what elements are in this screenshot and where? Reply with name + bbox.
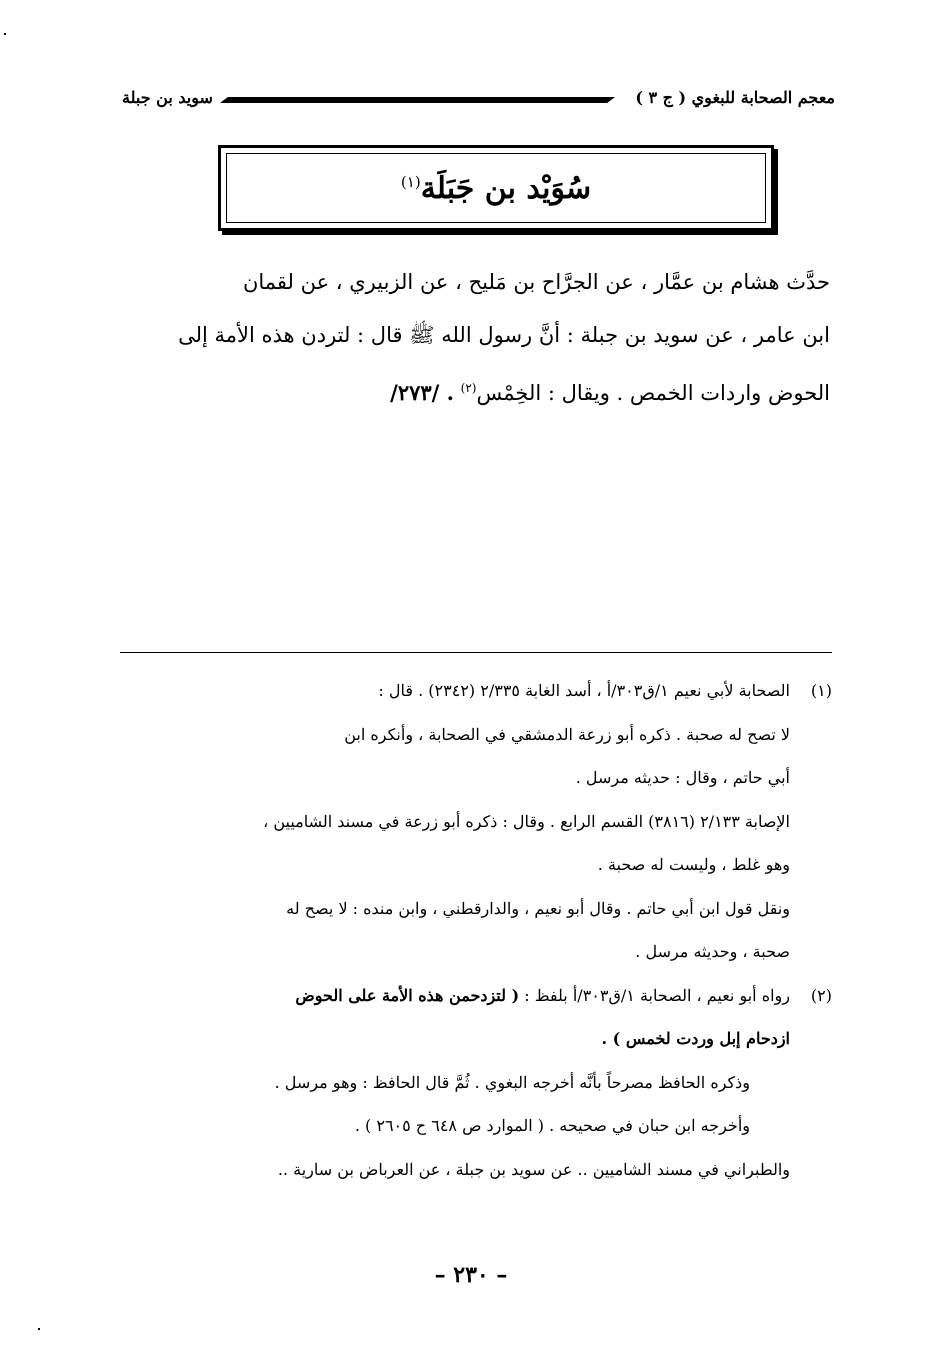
main-text-note-ref: (٢) — [460, 381, 477, 395]
footnote-quote-line: ازدحام إبل وردت لخمس ) . — [601, 1029, 790, 1048]
footnote-line: وهو غلط ، وليست له صحبة . — [597, 855, 790, 874]
footnote-intro: رواه أبو نعيم ، الصحابة ١/ق٣٠٣/أ بلفظ : — [524, 985, 790, 1005]
scan-speck — [4, 33, 6, 35]
main-text-line3: الحوض واردات الخمص . ويقال : الخِمْس — [476, 381, 830, 405]
running-header — [110, 88, 835, 120]
main-text-line: ابن عامر ، عن سويد بن جبلة : أنَّ رسول الله ﷺ قال : لتردن هذه الأمة إلى — [178, 323, 830, 347]
footnote-separator — [120, 652, 832, 653]
page-number: – ٢٣٠ – — [434, 1262, 508, 1288]
footnote-line: الصحابة لأبي نعيم ١/ق٣٠٣/أ ، أسد الغابة ٢/٣٣٥ (٢٣٤٢) . قال : — [378, 681, 790, 700]
footnote-1 — [110, 669, 832, 974]
footnote-line: والطبراني في مسند الشاميين .. عن سويد بن جبلة ، عن العرباض بن سارية .. — [277, 1159, 790, 1179]
main-text-line: حدَّث هشام بن عمَّار ، عن الجرَّاح بن مَليح ، عن الزبيري ، عن لقمان — [242, 270, 830, 294]
entry-title-box — [218, 145, 774, 231]
footnote-quote: ( لتزدحمن هذه الأمة على الحوض — [295, 985, 520, 1005]
header-book-title: معجم الصحابة للبغوي ( ج ٣ ) — [635, 88, 835, 107]
footnote-line — [110, 974, 790, 1018]
footnote-line: وذكره الحافظ مصرحاً بأنَّه أخرجه البغوي . ثُمَّ قال الحافظ : وهو مرسل . — [274, 1072, 750, 1092]
entry-title-name: سُوَيْد بن جَبَلَة — [420, 170, 592, 206]
footnote-number: (٢) — [810, 985, 832, 1005]
footnotes — [110, 669, 832, 1191]
entry-title-note-ref: (١) — [400, 172, 421, 191]
scan-speck — [38, 1328, 40, 1330]
footnote-2 — [110, 974, 832, 1192]
main-text-line — [110, 362, 830, 420]
main-text — [110, 256, 830, 420]
footnote-line: الإصابة ٢/١٣٣ (٣٨١٦) القسم الرابع . وقال : ذكره أبو زرعة في مسند الشاميين ، — [263, 811, 790, 831]
header-rule — [220, 97, 615, 103]
footnote-line: لا تصح له صحبة . ذكره أبو زرعة الدمشقي في الصحابة ، وأنكره ابن — [344, 724, 790, 744]
footnote-number: (١) — [810, 681, 832, 700]
header-entry-name: سويد بن جبلة — [122, 88, 213, 107]
main-text-page-marker: . /٢٧٣/ — [390, 380, 454, 405]
footnote-line: وأخرجه ابن حبان في صحيحه . ( الموارد ص ٦٤٨ ح ٢٦٠٥ ) . — [354, 1116, 750, 1135]
footnote-line: صحبة ، وحديثه مرسل . — [635, 942, 790, 961]
entry-title — [401, 171, 591, 206]
footnote-line: أبي حاتم ، وقال : حديثه مرسل . — [575, 768, 790, 787]
footnote-line: ونقل قول ابن أبي حاتم . وقال أبو نعيم ، والدارقطني ، وابن منده : لا يصح له — [286, 898, 790, 918]
